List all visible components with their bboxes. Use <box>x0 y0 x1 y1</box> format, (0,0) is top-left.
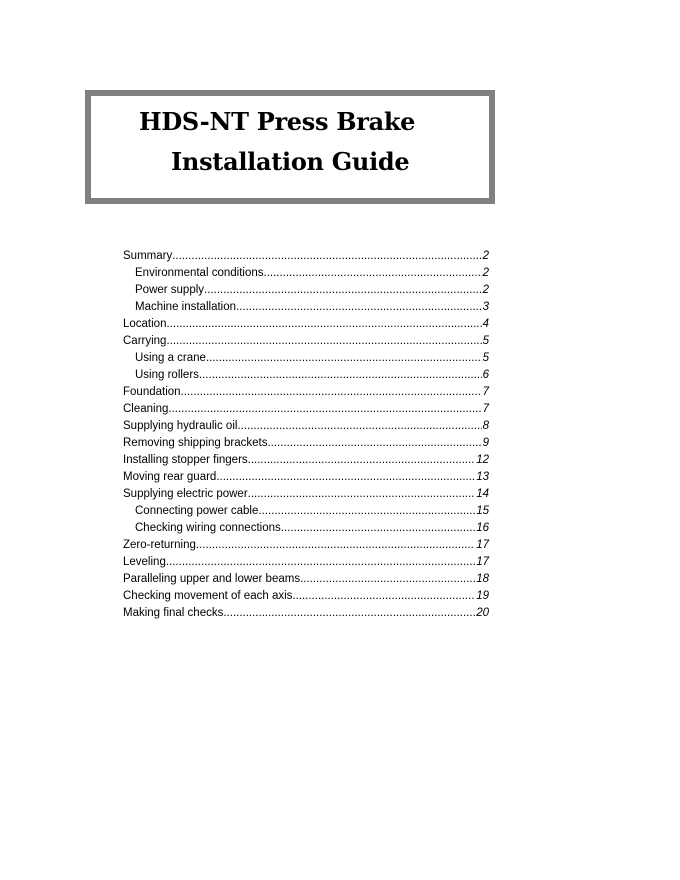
toc-entry-label: Foundation <box>123 386 181 398</box>
toc-entry-label: Machine installation <box>135 301 237 313</box>
toc-dot-leader <box>181 384 482 401</box>
toc-entry[interactable] <box>123 248 489 265</box>
toc-entry[interactable] <box>123 418 489 435</box>
toc-dot-leader <box>248 452 476 469</box>
toc-entry[interactable] <box>123 469 489 486</box>
toc-entry-page-number: 14 <box>476 488 489 500</box>
toc-entry[interactable] <box>123 605 489 622</box>
toc-entry-page-number: 17 <box>476 556 489 568</box>
toc-dot-leader <box>281 520 475 537</box>
toc-entry-page-number: 2 <box>482 267 489 279</box>
toc-dot-leader <box>206 350 482 367</box>
toc-entry-page-number: 2 <box>482 250 489 262</box>
toc-entry-label: Installing stopper fingers <box>123 454 248 466</box>
document-title: HDS-NT Press Brake <box>139 107 416 136</box>
toc-entry-label: Making final checks <box>123 607 224 619</box>
toc-entry-label: Carrying <box>123 335 167 347</box>
toc-entry-page-number: 20 <box>476 607 489 619</box>
toc-entry-label: Connecting power cable <box>135 505 259 517</box>
table-of-contents <box>123 248 489 622</box>
toc-entry-label: Environmental conditions <box>135 267 264 279</box>
toc-entry[interactable] <box>123 401 489 418</box>
toc-dot-leader <box>166 316 481 333</box>
toc-entry[interactable] <box>123 384 489 401</box>
toc-entry-page-number: 16 <box>476 522 489 534</box>
toc-entry-page-number: 3 <box>482 301 489 313</box>
toc-dot-leader <box>204 282 482 299</box>
toc-entry[interactable] <box>123 452 489 469</box>
toc-dot-leader <box>248 486 476 503</box>
toc-entry-label: Cleaning <box>123 403 169 415</box>
toc-entry[interactable] <box>123 503 489 520</box>
toc-entry-label: Paralleling upper and lower beams <box>123 573 301 585</box>
toc-dot-leader <box>237 418 481 435</box>
toc-entry-label: Summary <box>123 250 173 262</box>
toc-entry-label: Leveling <box>123 556 166 568</box>
toc-entry-label: Supplying hydraulic oil <box>123 420 238 432</box>
toc-dot-leader <box>264 265 482 282</box>
toc-entry[interactable] <box>123 265 489 282</box>
toc-entry[interactable] <box>123 588 489 605</box>
toc-entry-page-number: 5 <box>482 335 489 347</box>
toc-entry-page-number: 2 <box>482 284 489 296</box>
toc-entry-page-number: 8 <box>482 420 489 432</box>
toc-entry-label: Removing shipping brackets <box>123 437 268 449</box>
toc-entry-page-number: 6 <box>482 369 489 381</box>
toc-entry[interactable] <box>123 571 489 588</box>
toc-entry-page-number: 13 <box>476 471 489 483</box>
toc-entry[interactable] <box>123 299 489 316</box>
toc-dot-leader <box>236 299 482 316</box>
toc-dot-leader <box>166 333 481 350</box>
toc-entry-page-number: 7 <box>482 386 489 398</box>
toc-dot-leader <box>292 588 475 605</box>
toc-entry[interactable] <box>123 554 489 571</box>
toc-dot-leader <box>267 435 481 452</box>
toc-entry-label: Using a crane <box>135 352 206 364</box>
title-box <box>85 90 495 204</box>
toc-entry-label: Checking movement of each axis <box>123 590 293 602</box>
toc-entry-label: Moving rear guard <box>123 471 217 483</box>
toc-entry-page-number: 4 <box>482 318 489 330</box>
toc-entry-label: Location <box>123 318 167 330</box>
toc-entry-label: Checking wiring connections <box>135 522 281 534</box>
toc-entry[interactable] <box>123 367 489 384</box>
toc-dot-leader <box>199 367 482 384</box>
toc-dot-leader <box>258 503 475 520</box>
toc-entry[interactable] <box>123 350 489 367</box>
toc-dot-leader <box>300 571 475 588</box>
toc-entry-page-number: 15 <box>476 505 489 517</box>
toc-entry[interactable] <box>123 333 489 350</box>
toc-entry-page-number: 5 <box>482 352 489 364</box>
toc-entry-label: Using rollers <box>135 369 199 381</box>
toc-dot-leader <box>216 469 475 486</box>
toc-dot-leader <box>223 605 475 622</box>
toc-entry[interactable] <box>123 486 489 503</box>
toc-entry[interactable] <box>123 282 489 299</box>
toc-dot-leader <box>196 537 475 554</box>
toc-entry-page-number: 18 <box>476 573 489 585</box>
toc-entry[interactable] <box>123 316 489 333</box>
toc-entry-label: Zero-returning <box>123 539 196 551</box>
toc-entry[interactable] <box>123 537 489 554</box>
toc-entry[interactable] <box>123 520 489 537</box>
toc-entry-page-number: 17 <box>476 539 489 551</box>
toc-entry-page-number: 9 <box>482 437 489 449</box>
document-subtitle: Installation Guide <box>171 147 410 176</box>
toc-dot-leader <box>166 554 475 571</box>
toc-entry-page-number: 12 <box>476 454 489 466</box>
toc-entry[interactable] <box>123 435 489 452</box>
toc-entry-label: Power supply <box>135 284 205 296</box>
toc-dot-leader <box>168 401 481 418</box>
toc-dot-leader <box>172 248 481 265</box>
toc-entry-page-number: 7 <box>482 403 489 415</box>
toc-entry-page-number: 19 <box>476 590 489 602</box>
toc-entry-label: Supplying electric power <box>123 488 248 500</box>
